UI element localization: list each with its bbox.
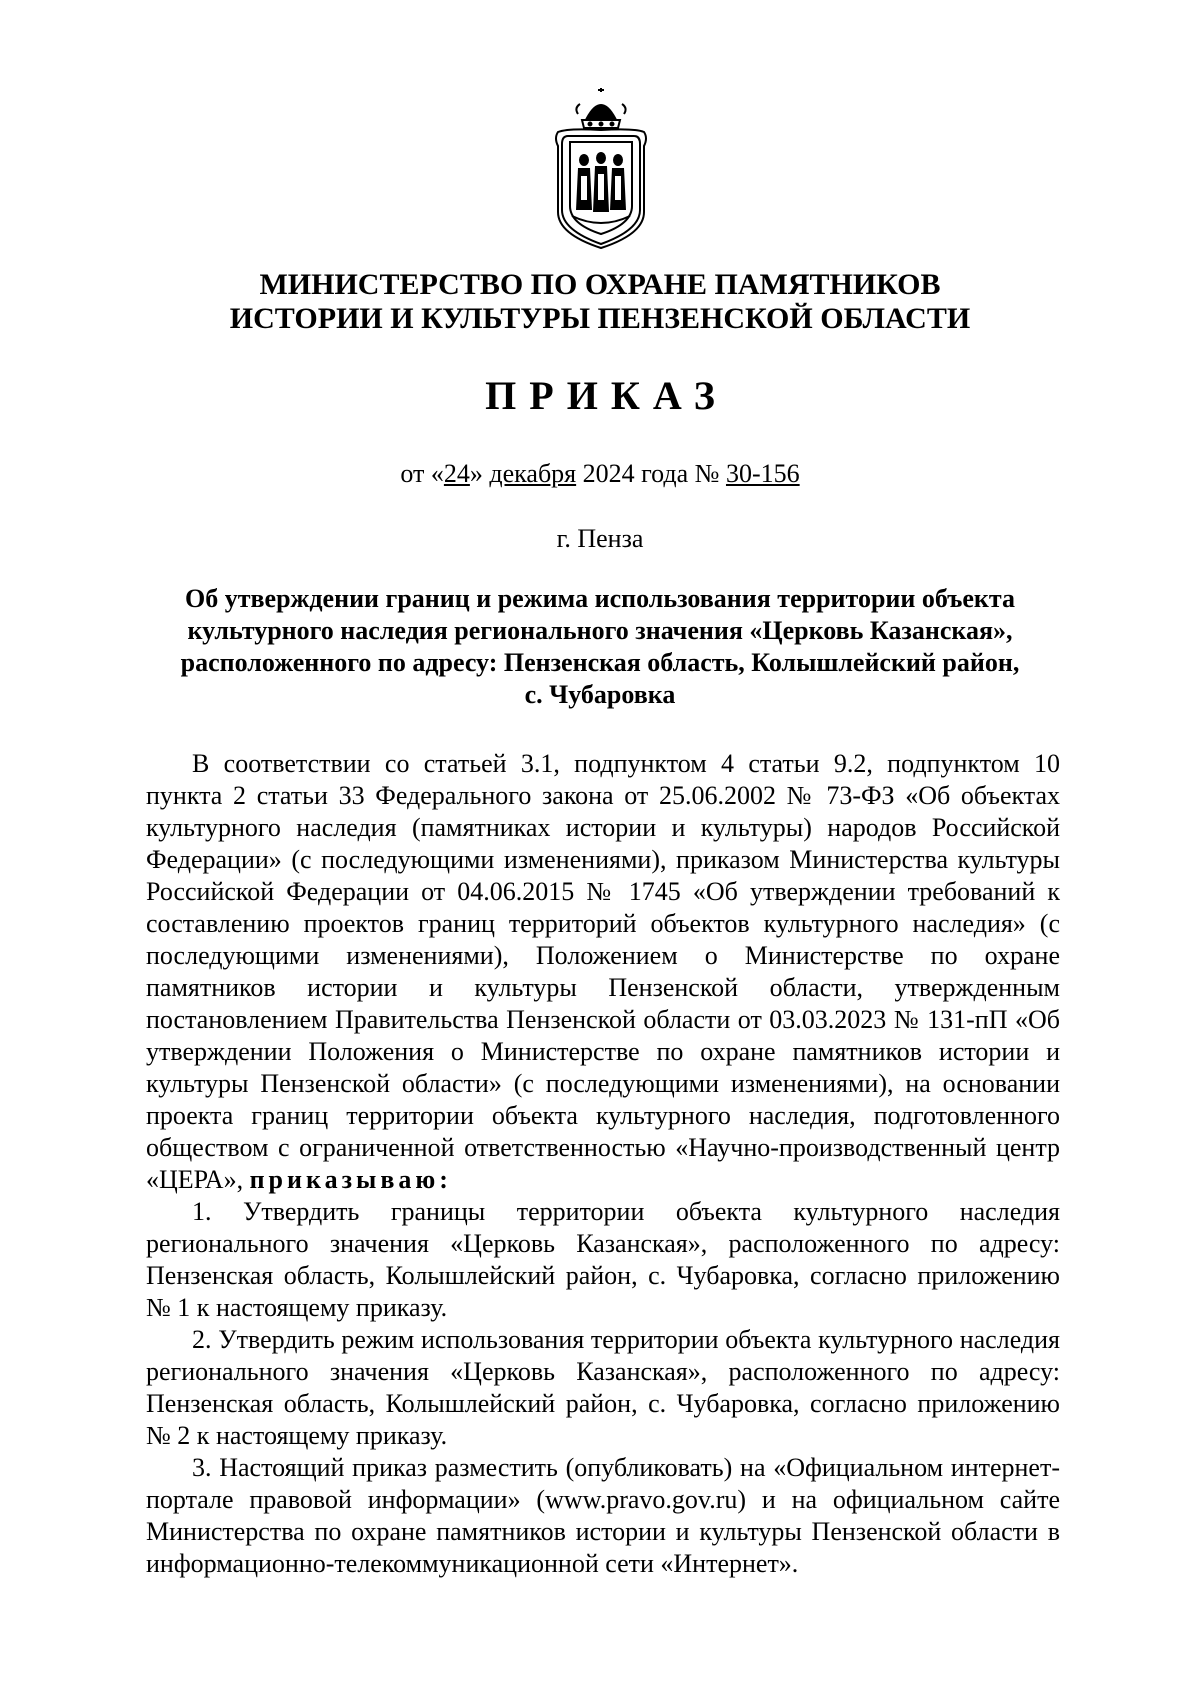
order-number: 30-156 [725, 459, 800, 488]
subject-line3: расположенного по адресу: Пензенская область, Колышлейский район, [180, 648, 1020, 677]
date-separator: » [469, 459, 490, 488]
ministry-name-line2: ИСТОРИИ И КУЛЬТУРЫ ПЕНЗЕНСКОЙ ОБЛАСТИ [229, 302, 971, 335]
order-month: декабря [489, 459, 577, 488]
subject-line2: культурного наследия регионального значения «Церковь Казанская», [187, 616, 1013, 645]
order-body [146, 748, 1060, 1580]
order-subject [150, 583, 1050, 711]
preamble-text: В соответствии со статьей 3.1, подпунктом 4 статьи 9.2, подпунктом 10 пункта 2 статьи 33 Федерального закона от 25.06.2002 № 73-ФЗ «Об объектах культурного наследия (памятниках истории и культуры) народов Российской Федерации» (с последующими изменениями), приказом Министерства культуры Российской Федерации от 04.06.2015 № 1745 «Об утверждении требований к составлению проектов границ территорий объектов культурного наследия» (с последующими изменениями), Положением о Министерстве по охране памятников истории и культуры Пензенской области, утвержденным постановлением Правительства Пензенской области от 03.03.2023 № 131-пП «Об утверждении Положения о Министерстве по охране памятников истории и культуры Пензенской области» (с последующими изменениями), на основании проекта границ территории объекта культурного наследия, подготовленного обществом с ограниченной ответственностью «Научно-производственный центр «ЦЕРА», [146, 749, 1060, 1194]
subject-line1: Об утверждении границ и режима использования территории объекта [185, 584, 1015, 613]
decree-word: приказываю: [249, 1165, 452, 1194]
order-item-1: 1. Утвердить границы территории объекта культурного наследия регионального значения «Церковь Казанская», расположенного по адресу: Пензенская область, Колышлейский район, с. Чубаровка, согласно приложению № 1 к настоящему приказу. [146, 1197, 1060, 1322]
ministry-name [0, 268, 1200, 336]
ministry-name-line1: МИНИСТЕРСТВО ПО ОХРАНЕ ПАМЯТНИКОВ [259, 268, 941, 301]
order-city: г. Пенза [556, 524, 644, 553]
date-prefix: от « [400, 459, 444, 488]
document-type-title: ПРИКАЗ [485, 373, 728, 418]
order-date-number [0, 458, 1200, 490]
order-item-3: 3. Настоящий приказ разместить (опубликовать) на «Официальном интернет-портале правовой информации» (www.pravo.gov.ru) и на официальном сайте Министерства по охране памятников истории и культуры Пензенской области в информационно-телекоммуникационной сети «Интернет». [146, 1453, 1060, 1578]
order-day: 24 [443, 459, 470, 488]
coat-of-arms-icon [554, 88, 648, 250]
order-item-2: 2. Утвердить режим использования территории объекта культурного наследия регионального значения «Церковь Казанская», расположенного по адресу: Пензенская область, Колышлейский район, с. Чубаровка, согласно приложению № 2 к настоящему приказу. [146, 1325, 1060, 1450]
subject-line4: с. Чубаровка [524, 680, 676, 709]
year-and-number-label: 2024 года № [576, 459, 726, 488]
preamble-paragraph [146, 748, 1060, 1196]
